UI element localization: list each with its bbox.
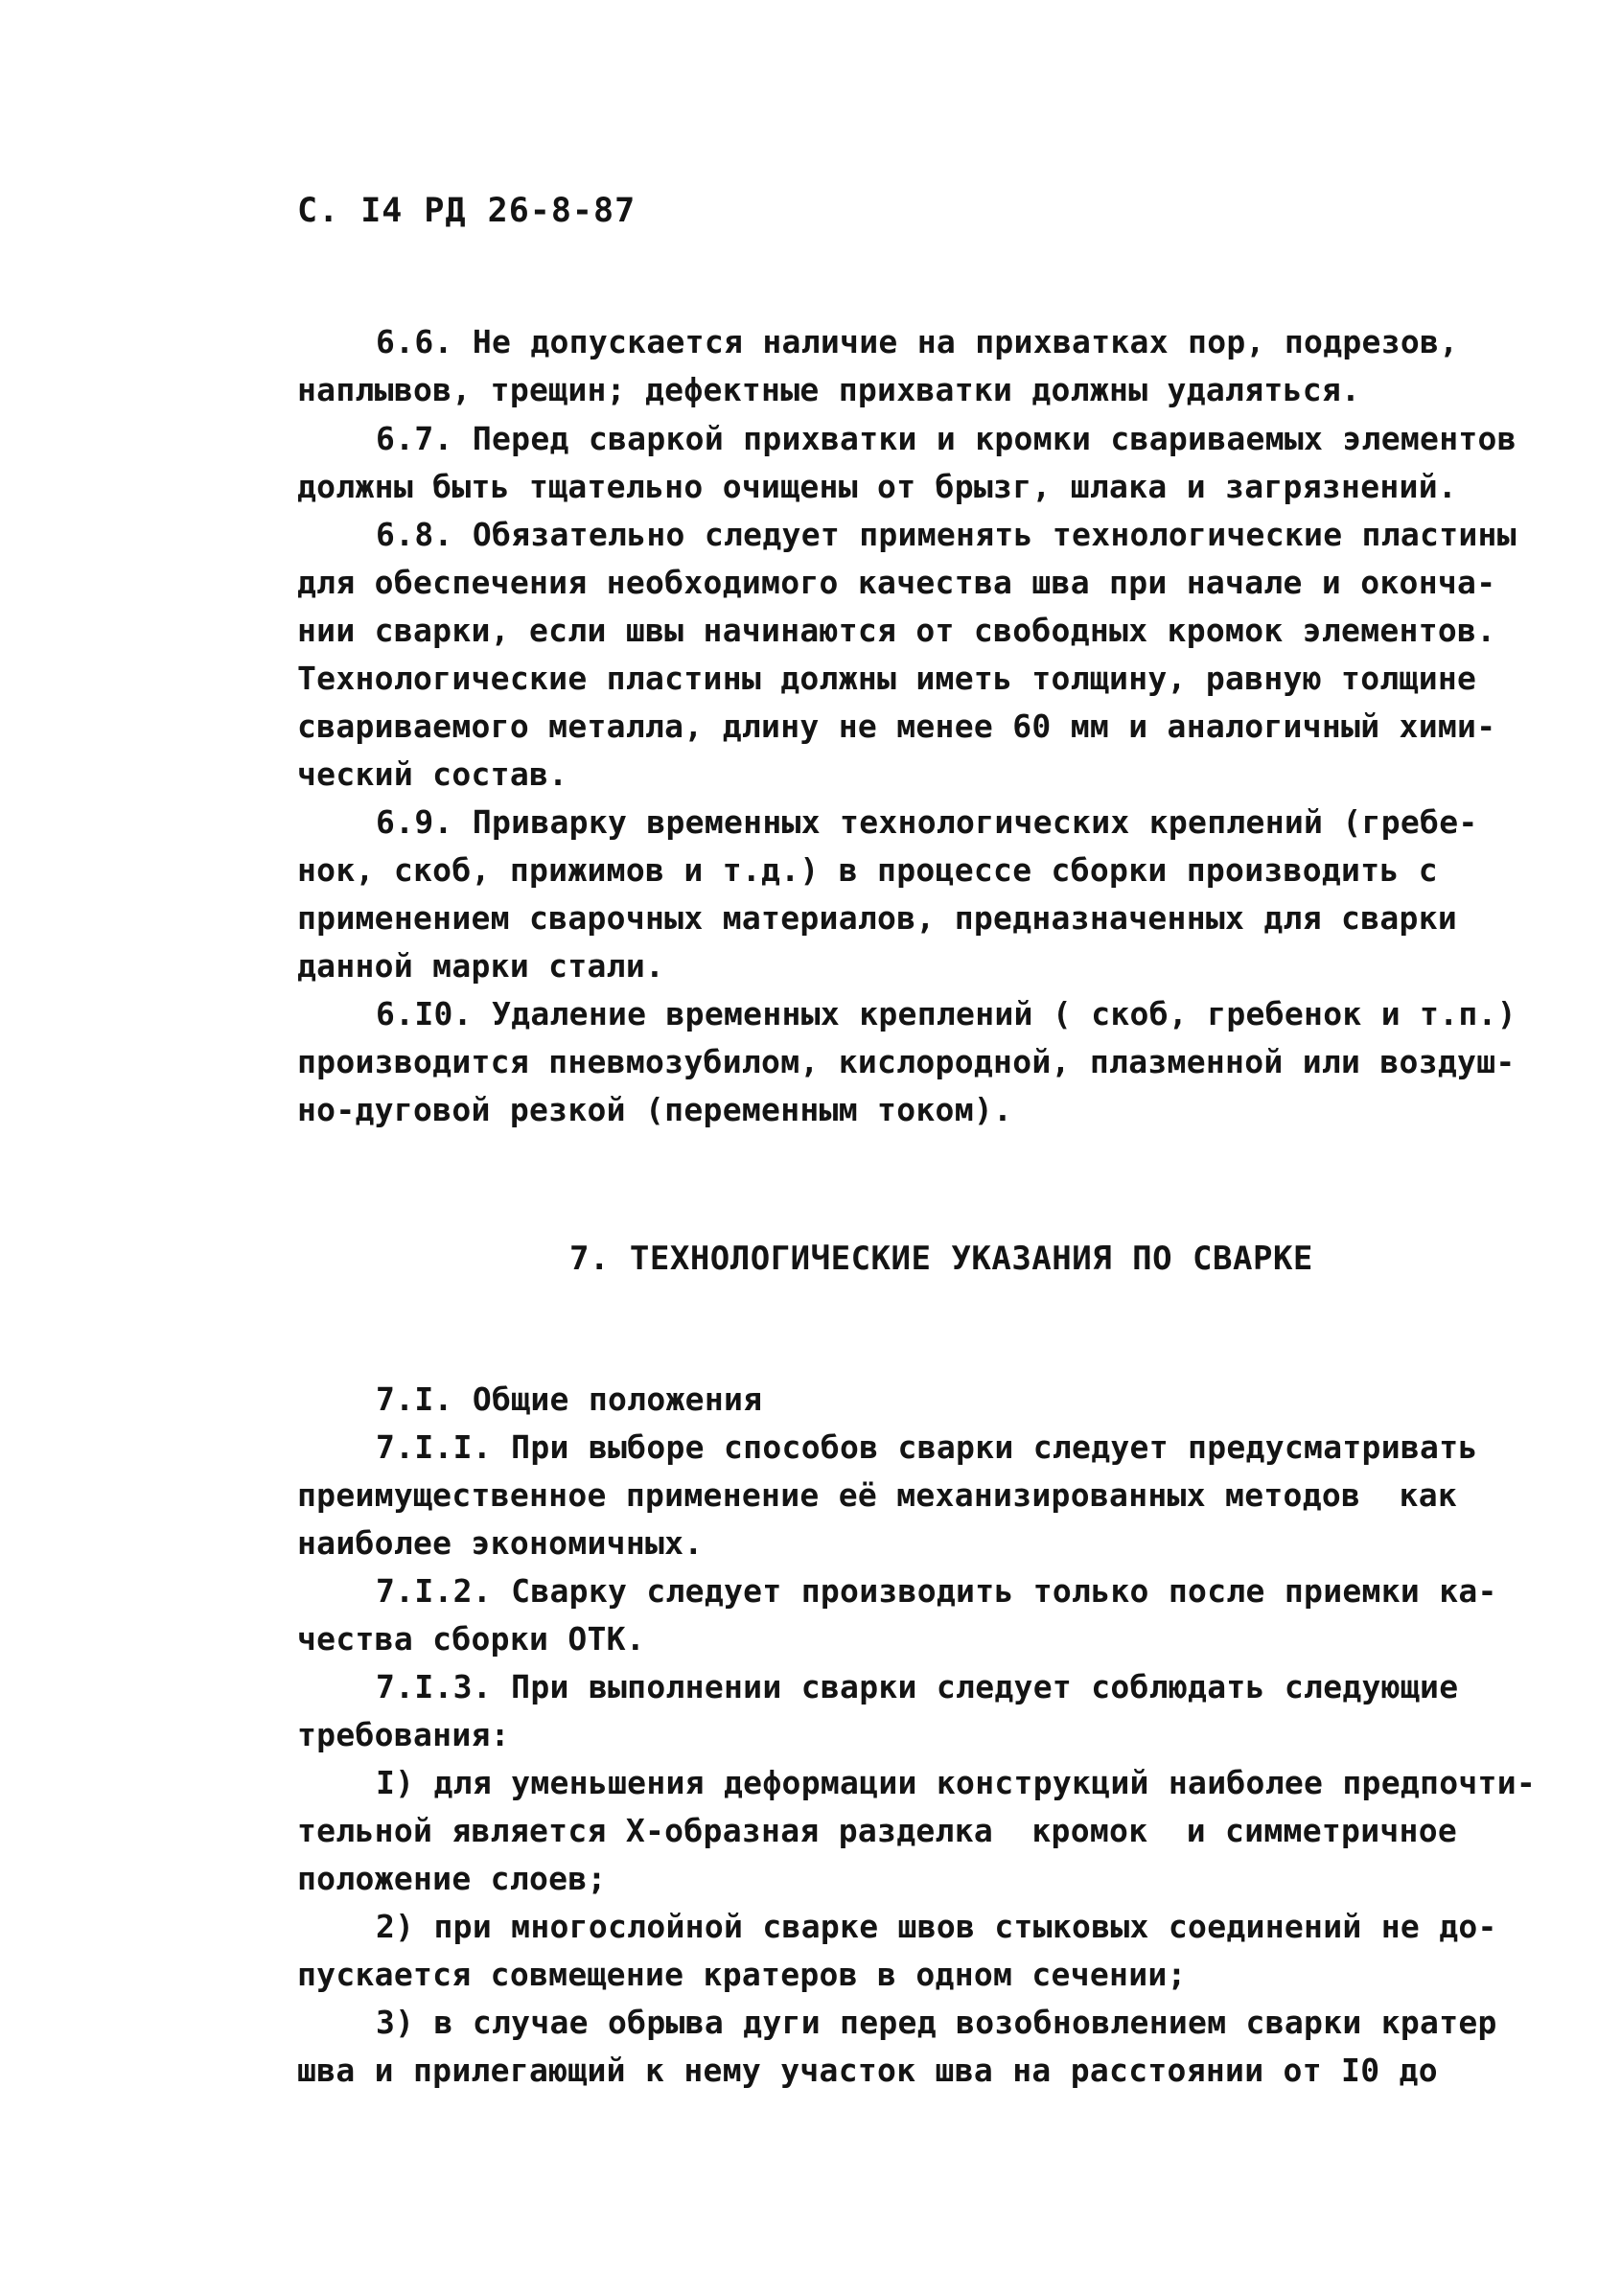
text-line: 6.6. Не допускается наличие на прихватках пор, подрезов, (376, 323, 1459, 360)
text-line: 7.I.3. При выполнении сварки следует соблюдать следующие (376, 1668, 1459, 1705)
text-line: наплывов, трещин; дефектные прихватки должны удаляться. (297, 371, 1361, 408)
text-line: 6.I0. Удаление временных креплений ( скоб, гребенок и т.п.) (376, 995, 1517, 1032)
text-line: пускается совмещение кратеров в одном сечении; (297, 1956, 1187, 1993)
text-line: 7.I.2. Сварку следует производить только после приемки ка- (376, 1572, 1497, 1610)
text-line: нии сварки, если швы начинаются от свободных кромок элементов. (297, 612, 1496, 649)
text-line: 6.7. Перед сваркой прихватки и кромки свариваемых элементов (376, 420, 1517, 457)
text-line: нок, скоб, прижимов и т.д.) в процессе сборки производить с (297, 851, 1438, 889)
section-heading: 7. ТЕХНОЛОГИЧЕСКИЕ УКАЗАНИЯ ПО СВАРКЕ (569, 1240, 1313, 1278)
text-line: требования: (297, 1716, 510, 1753)
text-line: свариваемого металла, длину не менее 60 мм и аналогичный хими- (297, 707, 1496, 745)
text-line: данной марки стали. (297, 947, 665, 985)
text-line: 6.9. Приварку временных технологических креплений (гребе- (376, 803, 1478, 841)
text-line: чества сборки ОТК. (297, 1620, 646, 1658)
text-line: применением сварочных материалов, предназначенных для сварки (297, 899, 1458, 937)
text-line: 7.I.I. При выборе способов сварки следует предусматривать (376, 1428, 1478, 1466)
text-line: Технологические пластины должны иметь толщину, равную толщине (297, 660, 1477, 697)
text-line: производится пневмозубилом, кислородной, плазменной или воздуш- (297, 1043, 1516, 1080)
text-line: тельной является Х-образная разделка кромок и симметричное (297, 1812, 1458, 1849)
text-line: 3) в случае обрыва дуги перед возобновлением сварки кратер (376, 2004, 1497, 2041)
text-line: должны быть тщательно очищены от брызг, шлака и загрязнений. (297, 468, 1458, 505)
text-line: положение слоев; (297, 1860, 607, 1897)
text-line: 7.I. Общие положения (376, 1380, 763, 1418)
text-line: преимущественное применение её механизированных методов как (297, 1476, 1458, 1514)
text-line: 6.8. Обязательно следует применять технологические пластины (376, 516, 1517, 553)
text-line: но-дуговой резкой (переменным током). (297, 1091, 1013, 1128)
text-line: ческий состав. (297, 755, 568, 793)
text-line: для обеспечения необходимого качества шва при начале и оконча- (297, 564, 1496, 601)
text-line: I) для уменьшения деформации конструкций наиболее предпочти- (376, 1764, 1537, 1801)
text-line: 2) при многослойной сварке швов стыковых соединений не до- (376, 1908, 1497, 1945)
text-line: наиболее экономичных. (297, 1524, 704, 1562)
page-header: С. I4 РД 26-8-87 (297, 192, 637, 230)
text-line: шва и прилегающий к нему участок шва на расстоянии от I0 до (297, 2052, 1438, 2089)
